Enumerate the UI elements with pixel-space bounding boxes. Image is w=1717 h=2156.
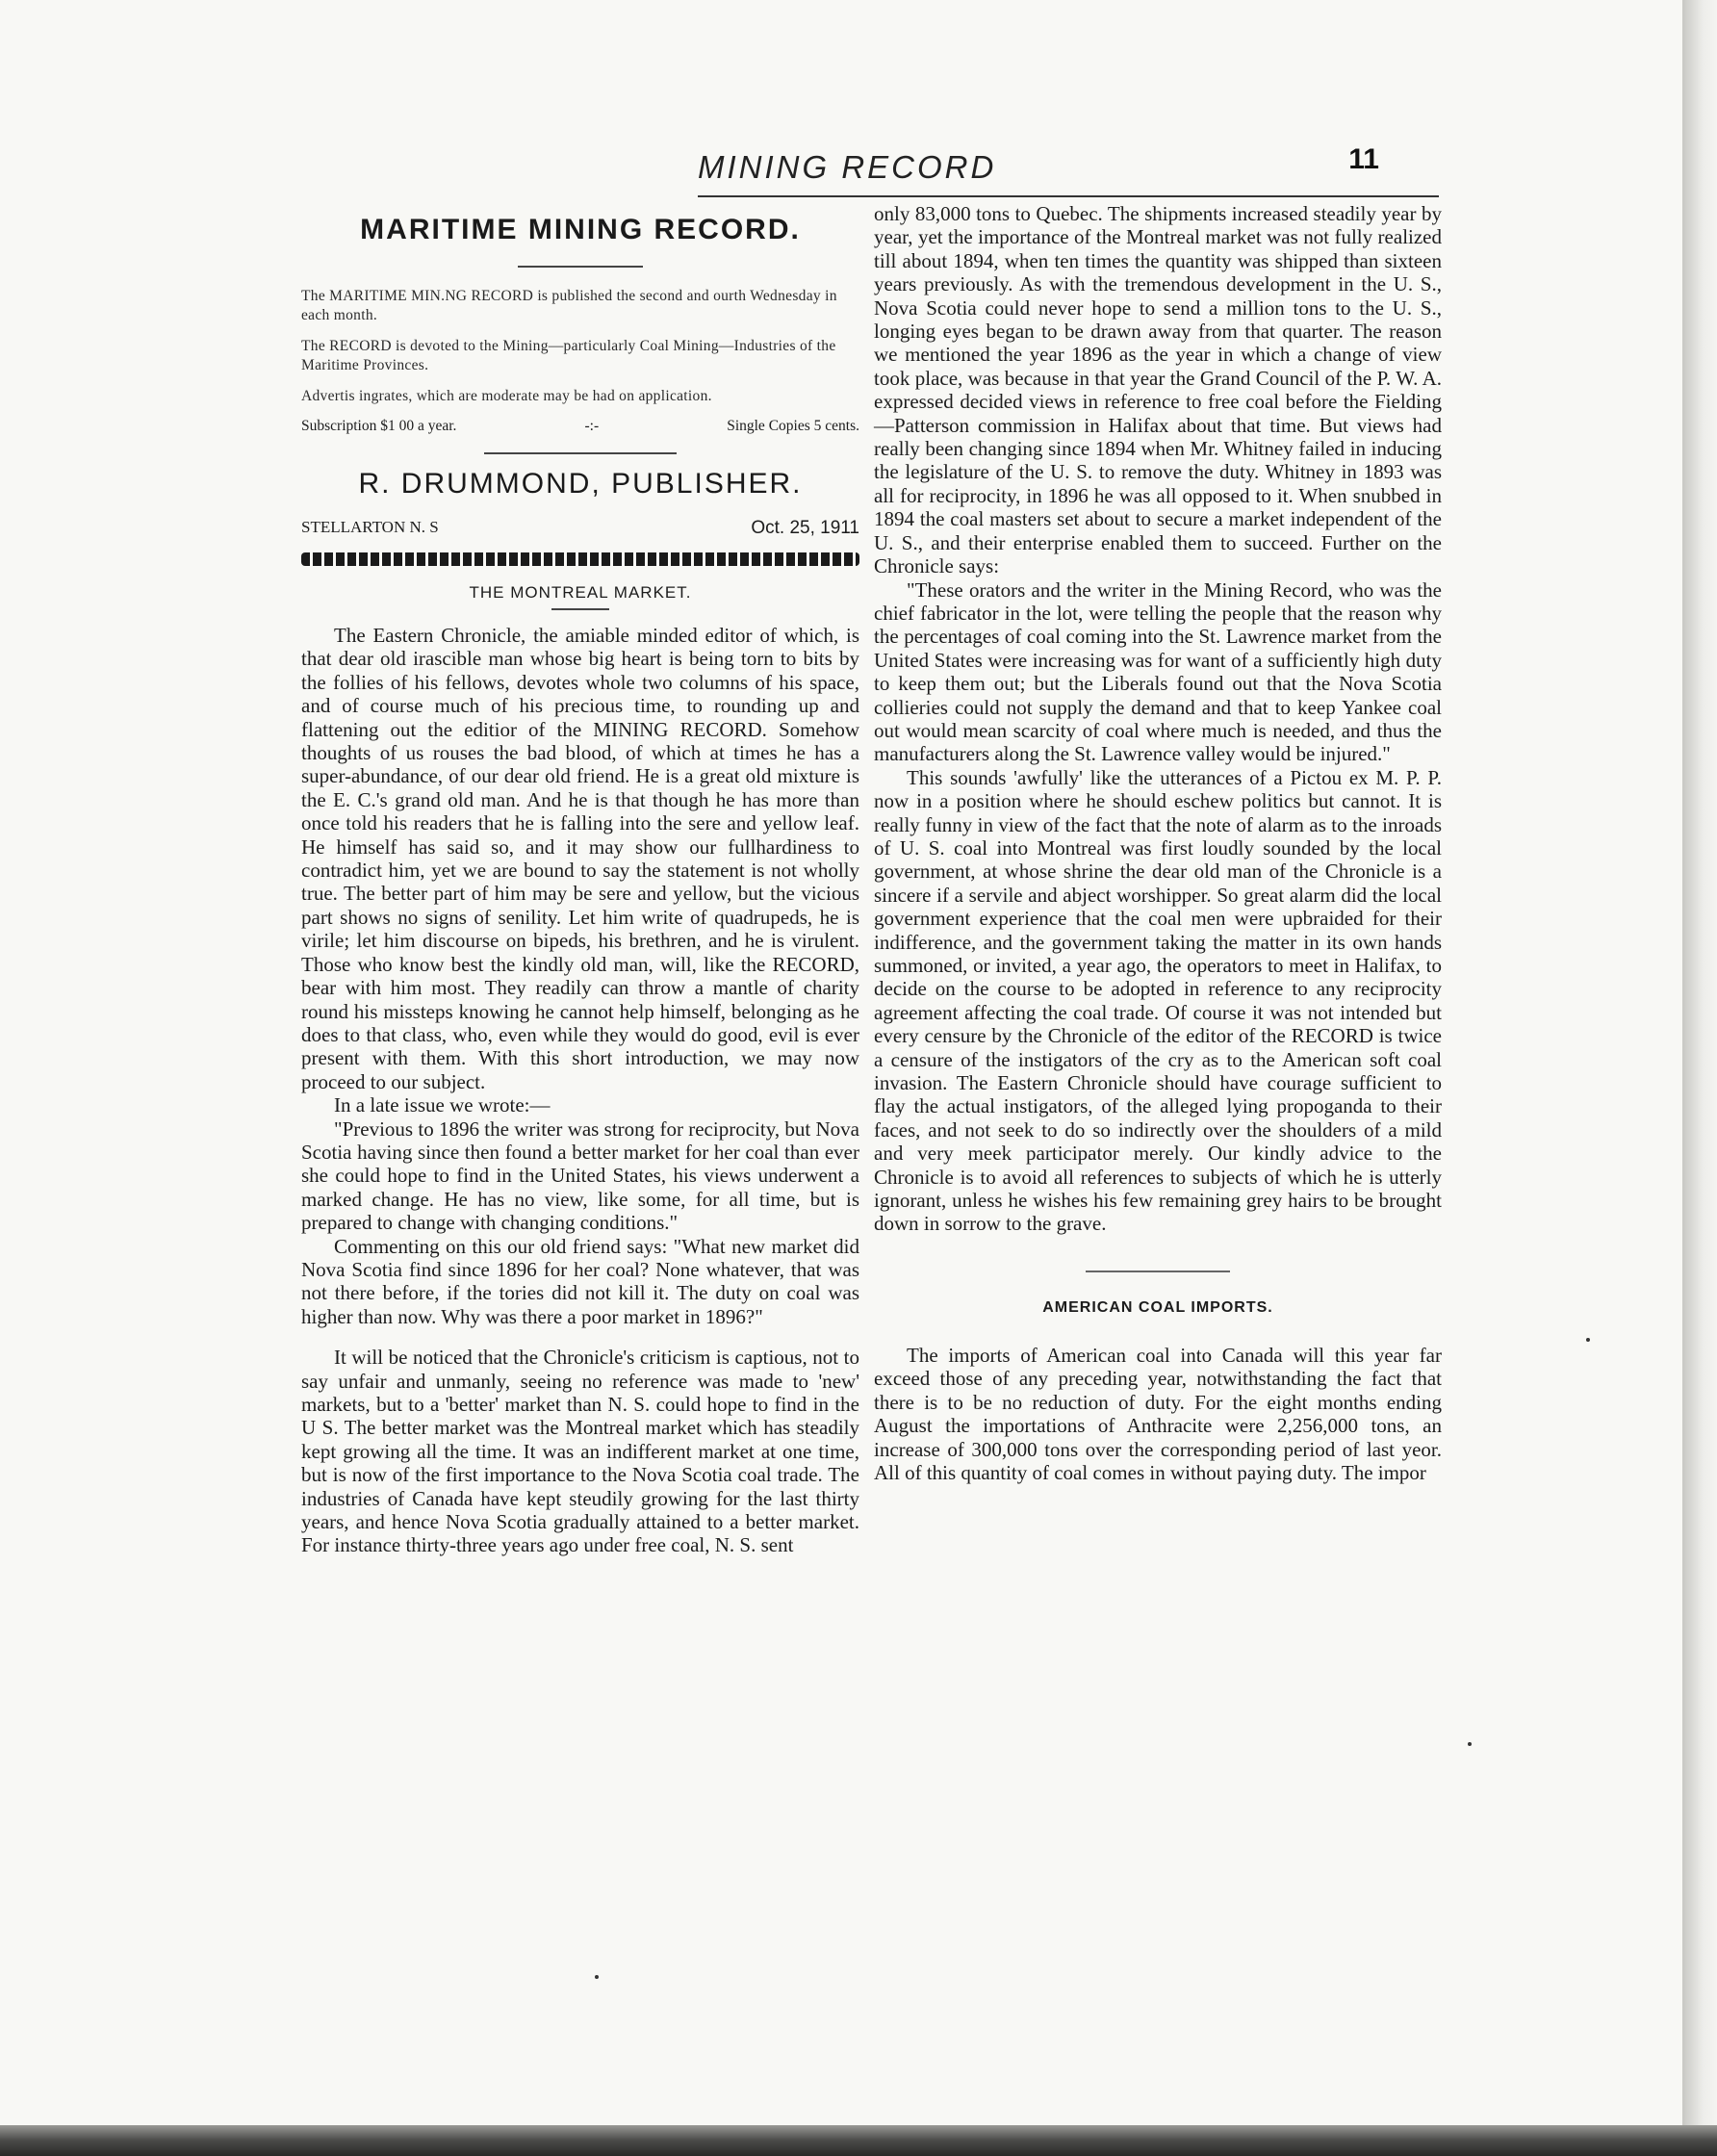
article-heading-rule	[551, 608, 609, 610]
masthead-advertising-note: Advertis ingrates, which are moderate may be had on application.	[301, 388, 712, 404]
subscription-divider: -:-	[584, 418, 600, 434]
article-paragraph	[874, 766, 1442, 1236]
running-head-title: MINING RECORD	[698, 149, 997, 185]
ornamental-rule	[301, 552, 859, 566]
article-paragraph	[301, 624, 859, 1093]
dateline-place: STELLARTON N. S	[301, 518, 439, 536]
subscription-price: Subscription $1 00 a year.	[301, 418, 457, 434]
paragraph-text: "Previous to 1896 the writer was strong for reciprocity, but Nova Scotia having since then found a better market for her coal than ever she could hope to find in the United States, his views underwent a marked change. He has no view, like some, for all time, but is prepared to change with changing conditions."	[301, 1116, 859, 1235]
paragraph-text: "These orators and the writer in the Mining Record, who was the chief fabricator in the lot, were telling the people that the reason why the percentages of coal coming into the St. Lawrence market from the United States were increasing was for want of a sufficiently high duty to keep them out; but the Liberals found out that the Nova Scotia collieries could not supply the demand and that to keep Yankee coal out would mean scarcity of coal where much is needed, and thus the manufacturers along the St. Lawrence valley would be injured."	[874, 578, 1442, 766]
masthead-publication-note: The MARITIME MIN.NG RECORD is published the second and ourth Wednesday in each month.	[301, 288, 837, 323]
page-bottom-edge	[0, 2125, 1717, 2156]
print-speck	[1468, 1742, 1472, 1746]
publisher-rule	[484, 452, 677, 454]
publisher-name: R. DRUMMOND, PUBLISHER.	[358, 468, 803, 500]
paragraph-text: The Eastern Chronicle, the amiable minded editor of which, is that dear old irascible man whose big heart is being torn to bits by the follies of his fellows, devotes whole two columns of his space, and of course much of his precious time, to rounding up and flattening out the editior of the MINING RECORD. Somehow thoughts of us rouses the bad blood, of which at times he has a super-abundance, of our dear old friend. He is a great old mixture is the E. C.'s grand old man. And he is that though he has more than once told his readers that he is falling into the sere and yellow leaf. He himself has said so, and it may show our fullhardiness to contradict him, yet we are bound to say the statement is not wholly true. The better part of him may be sere and yellow, but the vicious part shows no signs of senility. Let him write of quadrupeds, he is virile; let him discourse on bipeds, his brethren, and he is virulent. Those who know best the kindly old man, will, like the RECORD, bear with him most. They readily can throw a mantle of charity round his missteps knowing he cannot help himself, belonging as he does to that class, who, even while they would do good, evil is ever present with them. With this short introduction, we may now proceed to our subject.	[301, 624, 859, 1093]
paragraph-text: It will be noticed that the Chronicle's criticism is captious, not to say unfair and unmanly, seeing no reference was made to 'new' markets, but to a 'better' market than N. S. could hope to find in the U S. The better market was the Montreal market which has steadily kept growing all the time. It was an indifferent market at one time, but is now of the first importance to the Nova Scotia coal trade. The industries of Canada have kept steudily growing for the last thirty years, and hence Nova Scotia gradually attained to a better market. For instance thirty-three years ago under free coal, N. S. sent	[301, 1346, 859, 1557]
paragraph-text: Commenting on this our old friend says: "What new market did Nova Scotia find since 1896 for her coal? None whatever, that was not there before, if the tories did not kill it. The duty on coal was higher than now. Why was there a poor market in 1896?"	[301, 1234, 859, 1328]
article-paragraph-continued	[874, 202, 1442, 578]
print-speck	[1586, 1338, 1590, 1342]
article-paragraph	[301, 1235, 859, 1329]
article-paragraph	[301, 1117, 859, 1235]
masthead-rule	[518, 266, 643, 268]
dateline	[301, 518, 859, 539]
paragraph-text: In a late issue we wrote:—	[334, 1093, 551, 1117]
article-heading-montreal-market: THE MONTREAL MARKET.	[469, 583, 692, 602]
article-heading-american-coal-imports: AMERICAN COAL IMPORTS.	[1042, 1298, 1273, 1316]
running-head	[698, 143, 1439, 197]
article-paragraph	[301, 1346, 859, 1557]
page-number: 11	[1348, 143, 1379, 175]
right-column	[874, 202, 1442, 1484]
masthead-devoted-note: The RECORD is devoted to the Mining—particularly Coal Mining—Industries of the Maritime Provinces.	[301, 338, 836, 373]
paragraph-text: This sounds 'awfully' like the utterances of a Pictou ex M. P. P. now in a position where he should eschew politics but cannot. It is really funny in view of the fact that the note of alarm as to the inroads of U. S. coal into Montreal was first loudly sounded by the local government, at whose shrine the dear old man of the Chronicle is a sincere if a servile and abject worshipper. So great alarm did the local government experience that the coal men were upbraided for their indifference, and the government taking the matter in its own hands summoned, or invited, a year ago, the operators to meet in Halifax, to decide on the course to be adopted in reference to any reciprocity agreement affecting the coal trade. Of course it was not intended but every censure by the Chronicle of the editor of the RECORD is twice a censure of the instigators of the cry as to the American soft coal invasion. The Eastern Chronicle should have courage sufficient to flay the actual instigators, of the alleged lying propoganda to their faces, and not seek to do so indirectly over the shoulders of a mild and very meek participator merely. Our kindly advice to the Chronicle is to avoid all references to subjects of which he is utterly ignorant, unless he wishes his few remaining grey hairs to be brought down in sorrow to the grave.	[874, 765, 1442, 1236]
dateline-date: Oct. 25, 1911	[751, 518, 859, 538]
article-paragraph	[874, 1344, 1442, 1484]
subscription-row	[301, 418, 859, 435]
page-edge-shadow	[1682, 0, 1717, 2156]
left-column	[301, 202, 859, 1557]
single-copy-price: Single Copies 5 cents.	[727, 418, 859, 434]
article-paragraph	[874, 578, 1442, 766]
masthead-title: MARITIME MINING RECORD.	[360, 214, 801, 245]
print-speck	[595, 1975, 599, 1979]
article-paragraph	[301, 1093, 859, 1116]
paragraph-text: only 83,000 tons to Quebec. The shipments increased steadily year by year, yet the importance of the Montreal market was not fully realized till about 1894, when ten times the quantity was shipped than sixteen years previously. As with the tremendous development in the U. S., Nova Scotia could never hope to send a million tons to the U. S., longing eyes began to be drawn away from that quarter. The reason we mentioned the year 1896 as the year in which a change of view took place, was because in that year the Grand Council of the P. W. A. expressed decided views in reference to free coal before the Fielding—Patterson commission in Halifax about that time. But views had really been changing since 1894 when Mr. Whitney failed in inducing the legislature of the U. S. to remove the duty. Whitney in 1893 was all for reciprocity, in 1896 he was all opposed to it. When snubbed in 1894 the coal masters set about to secure a market independent of the U. S., and their enterprise enabled them to succeed. Further on the Chronicle says:	[874, 202, 1442, 578]
section-divider-rule	[1086, 1270, 1230, 1272]
paragraph-text: The imports of American coal into Canada will this year far exceed those of any preceding year, notwithstanding the fact that there is to be no reduction of duty. For the eight months ending August the importations of Anthracite were 2,256,000 tons, an increase of 300,000 tons over the corresponding period of last yeor. All of this quantity of coal comes in without paying duty. The impor	[874, 1343, 1442, 1484]
